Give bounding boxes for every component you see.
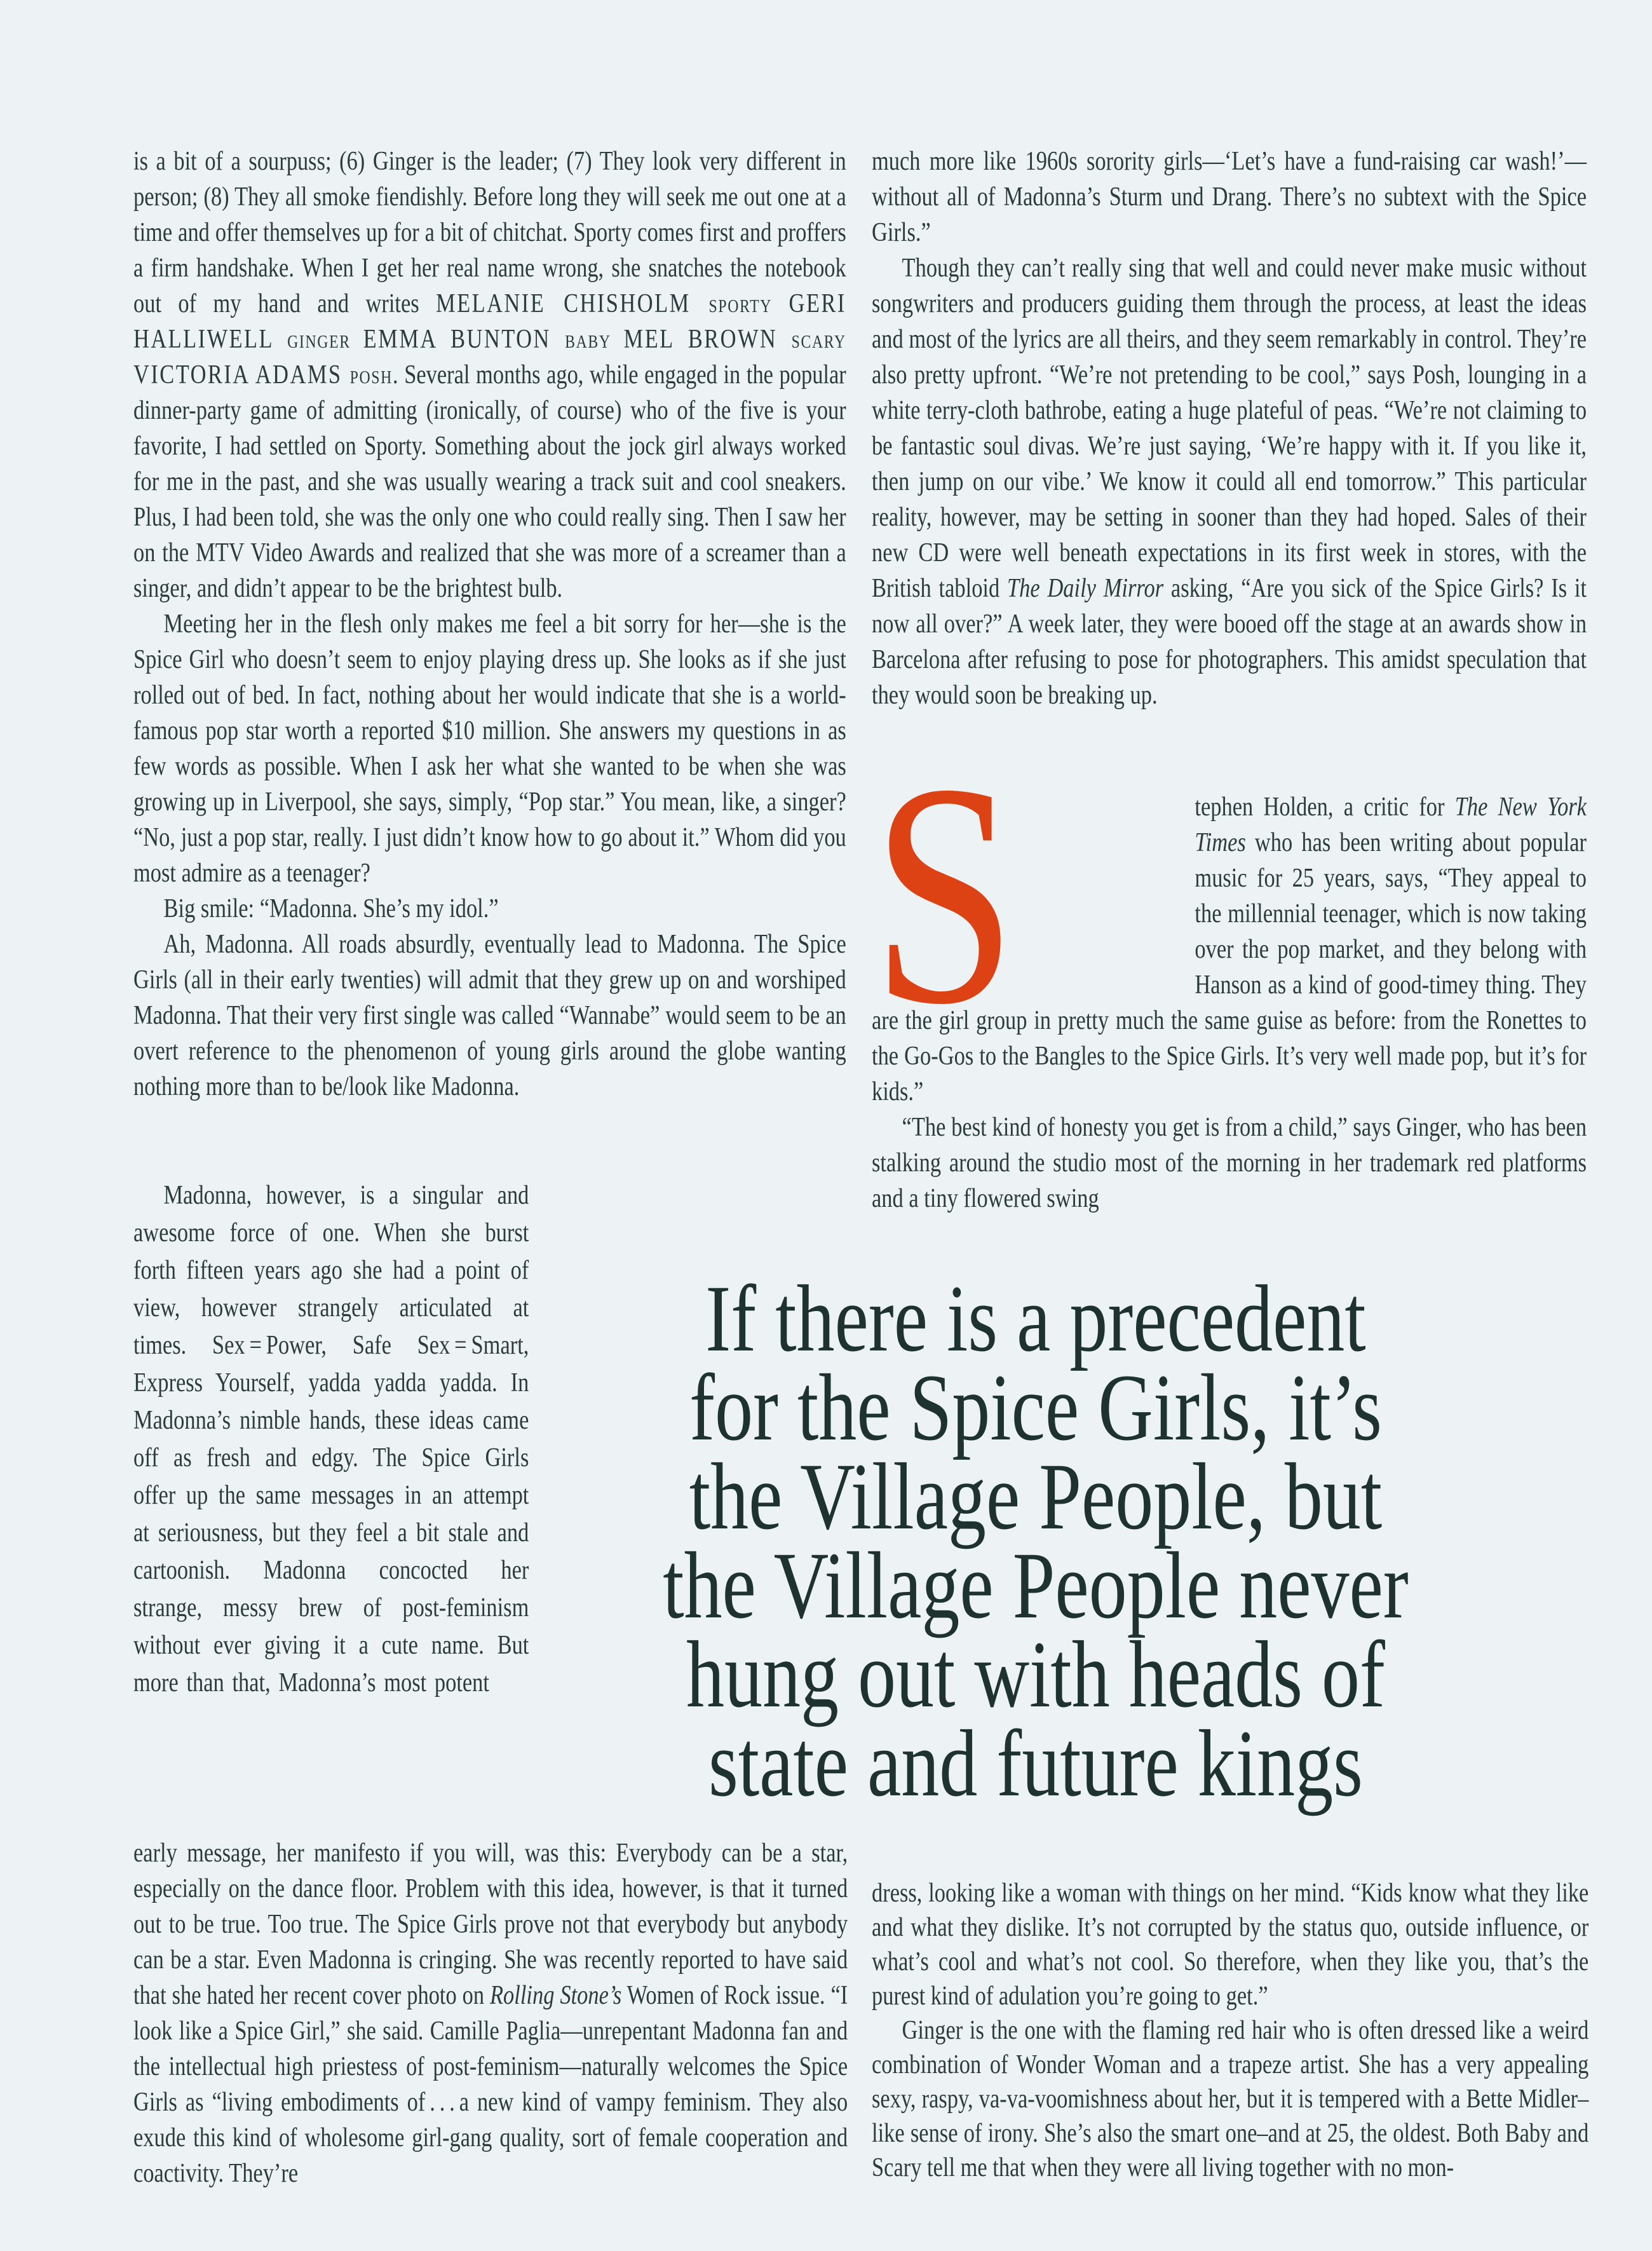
drop-cap-section [872, 718, 1587, 1216]
paragraph [133, 891, 846, 927]
left-column-narrow-text [133, 1177, 529, 1702]
paragraph [872, 1110, 1587, 1216]
paragraph [133, 927, 846, 1105]
left-column-bottom-text [133, 1835, 848, 2191]
paragraph [872, 250, 1587, 713]
pull-quote-lines [489, 1266, 1582, 1816]
right-column-bottom [872, 1876, 1588, 2185]
left-column-bottom [133, 1835, 848, 2191]
text-segment: Women of Rock issue. “I look like a Spice Girl,” she said. Camille Paglia—unrepentant Madonna fan and the intellectual high priestess of post-feminism—naturally welcomes the Spice Girls as “living embodiments of . . . a new kind of vampy feminism. They also exude this kind of wholesome girl-gang quality, sort of female cooperation and coactivity. They’re [133, 1981, 848, 2188]
text-segment: GERI HALLIWELL [133, 289, 846, 354]
text-segment: The Daily Mirror [1006, 574, 1164, 603]
paragraph [133, 1835, 848, 2191]
text-segment: Ginger is the one with the flaming red hair who is often dressed like a weird combination of Wonder Woman and a trapeze artist. She has a very appealing sexy, raspy, va-va-voomishness about her, but it is tempered with a Bette Midler–like sense of irony. She’s also the smart one–and at 25, the oldest. Both Baby and Scary tell me that when they were all living together with no mon- [872, 2016, 1589, 2182]
text-segment: Big smile: “Madonna. She’s my idol.” [163, 894, 499, 923]
pull-quote [489, 1266, 1582, 1816]
text-segment: early message, her manifesto if you will, was this: Everybody can be a star, especially on the dance floor. Problem with this idea, however, is that it turned out to be true. Too true. The Spice Girls prove not that everybody but anybody can be a star. Even Madonna is cringing. She was recently reported to have said that she hated her recent cover photo on [133, 1839, 848, 2010]
text-segment: asking, “Are you sick of the Spice Girls? Is it now all over?” A week later, they were booed off the stage at an awards show in Barcelona after refusing to pose for photographers. This amidst speculation that they would soon be breaking up. [872, 574, 1587, 710]
paragraph [872, 144, 1587, 250]
text-segment: is a bit of a sourpuss; (6) Ginger is the leader; (7) They look very different in person; (8) They all smoke fiendishly. Before long they will seek me out one at a time and offer themselves up for a bit of chitchat. Sporty comes first and proffers a firm handshake. When I get her real name wrong, she snatches the notebook out of my hand and writes [133, 147, 846, 318]
right-column-bottom-text [872, 1876, 1588, 2185]
left-column-narrow [133, 1177, 529, 1702]
text-segment: The New York Times [1195, 792, 1587, 857]
paragraph [872, 2013, 1588, 2185]
paragraph [133, 1177, 529, 1702]
pull-quote-line: If there is a precedent [705, 1266, 1366, 1371]
text-segment: Madonna, however, is a singular and awesome force of one. When she burst forth fifteen years ago she had a point of view, however strangely articulated at times. Sex = Power, Safe Sex = Smart, Express Yourself, yadda yadda yadda. In Madonna’s nimble hands, these ideas came off as fresh and edgy. The Spice Girls offer up the same messages in an attempt at seriousness, but they feel a bit stale and cartoonish. Madonna concocted her strange, messy brew of post-feminism without ever giving it a cute name. But more than that, Madonna’s most potent [133, 1181, 529, 1697]
text-segment: baby [565, 325, 611, 354]
drop-cap-text-wrap [872, 718, 1587, 1216]
text-segment [611, 325, 624, 354]
drop-cap-container [872, 718, 1195, 1070]
right-column-top-text [872, 144, 1587, 713]
text-segment: MELANIE CHISHOLM [436, 289, 709, 318]
text-segment: much more like 1960s sorority girls—‘Let’s have a fund-raising car wash!’—without all of Madonna’s Sturm und Drang. There’s no subtext with the Spice Girls.” [872, 147, 1587, 247]
text-segment: MEL BROWN [623, 325, 792, 354]
text-segment: EMMA BUNTON [363, 325, 565, 354]
paragraph [133, 606, 846, 891]
text-segment: Though they can’t really sing that well and could never make music without songwriters and producers guiding them through the process, at least the ideas and most of the lyrics are all theirs, and they seem remarkably in control. They’re also pretty upfront. “We’re not pretending to be cool,” says Posh, lounging in a white terry-cloth bathrobe, eating a huge plateful of peas. “We’re not claiming to be fantastic soul divas. We’re just saying, ‘We’re happy with it. If you like it, then jump on our vibe.’ We know it could all end tomorrow.” This particular reality, however, may be setting in sooner than they had hoped. Sales of their new CD were well beneath expectations in its first week in stores, with the British tabloid [872, 254, 1587, 603]
text-segment: Meeting her in the flesh only makes me feel a bit sorry for her—she is the Spice Girl who doesn’t seem to enjoy playing dress up. She looks as if she just rolled out of bed. In fact, nothing about her would indicate that she is a world-famous pop star worth a reported $10 million. She answers my questions in as few words as possible. When I ask her what she wanted to be when she was growing up in Liverpool, she says, simply, “Pop star.” You mean, like, a singer? “No, just a pop star, really. I just didn’t know how to go about it.” Whom did you most admire as a teenager? [133, 609, 846, 888]
text-segment: “The best kind of honesty you get is from a child,” says Ginger, who has been stalking around the studio most of the morning in her trademark red platforms and a tiny flowered swing [872, 1113, 1587, 1213]
text-segment: scary [791, 325, 846, 354]
left-column-top [133, 144, 846, 1105]
text-segment: tephen Holden, a critic for [1195, 792, 1455, 822]
pull-quote-line: the Village People, but [689, 1444, 1383, 1549]
paragraph [872, 1876, 1588, 2013]
text-segment: dress, looking like a woman with things on her mind. “Kids know what they like and what they dislike. It’s not corrupted by the status quo, outside influence, or what’s cool and what’s not cool. So therefore, when they like you, that’s the purest kind of adulation you’re going to get.” [872, 1879, 1589, 2011]
text-segment: ginger [287, 325, 351, 354]
drop-cap-letter-S: S [872, 718, 1017, 1070]
pull-quote-line: for the Spice Girls, it’s [689, 1355, 1382, 1460]
pull-quote-line: the Village People never [663, 1533, 1409, 1638]
pull-quote-line: state and future kings [708, 1711, 1363, 1816]
right-column-top [872, 144, 1587, 713]
text-segment: posh [349, 360, 393, 390]
text-segment: . Several months ago, while engaged in the popular dinner-party game of admitting (ironically, of course) who of the five is your favorite, I had settled on Sporty. Something about the jock girl always worked for me in the past, and she was usually wearing a track suit and cool sneakers. Plus, I had been told, she was the only one who could really sing. Then I saw her on the MTV Video Awards and realized that she was more of a screamer than a singer, and didn’t appear to be the brightest bulb. [133, 360, 846, 603]
text-segment [351, 325, 363, 354]
left-column-top-text [133, 144, 846, 1105]
text-segment: sporty [708, 289, 773, 318]
text-segment: VICTORIA ADAMS [133, 360, 350, 390]
text-segment: who has been writing about popular music for 25 years, says, “They appeal to the millennial teenager, which is now taking over the pop market, and they belong with Hanson as a kind of good-timey thing. They are the girl group in pretty much the same guise as before: from the Ronettes to the Go-Gos to the Bangles to the Spice Girls. It’s very well made pop, but it’s for kids.” [872, 828, 1587, 1106]
paragraph [133, 144, 846, 606]
text-segment: Ah, Madonna. All roads absurdly, eventually lead to Madonna. The Spice Girls (all in their early twenties) will admit that they grew up on and worshiped Madonna. That their very first single was called “Wannabe” would seem to be an overt reference to the phenomenon of young girls around the globe wanting nothing more than to be/look like Madonna. [133, 930, 846, 1101]
text-segment [772, 289, 789, 318]
text-segment: Rolling Stone’s [490, 1981, 622, 2010]
pull-quote-line: hung out with heads of [686, 1622, 1385, 1727]
drop-cap-following-text [872, 1110, 1587, 1216]
